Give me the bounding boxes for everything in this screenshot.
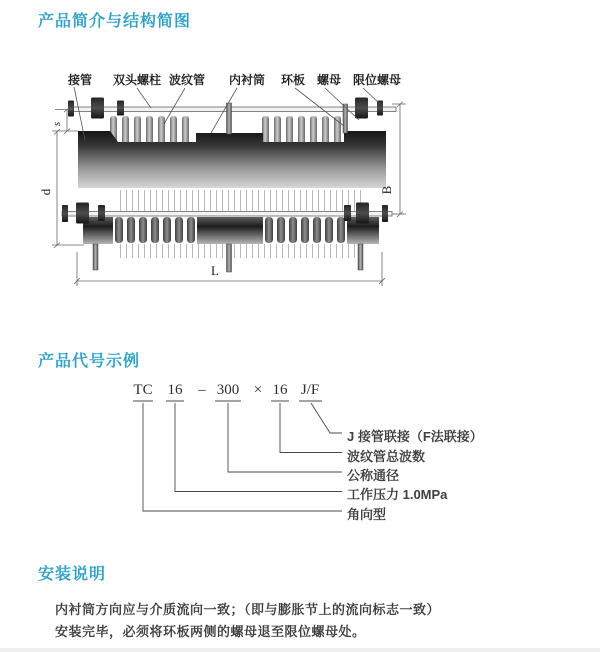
dim-B: B — [379, 185, 394, 195]
part-label-stud-bolt: 双头螺柱 — [112, 73, 162, 87]
dim-L: L — [211, 263, 219, 278]
tie-rod-lower — [62, 212, 392, 217]
code-token-pressure: 16 — [167, 382, 183, 398]
part-label-connection-pipe: 接管 — [67, 73, 93, 87]
section-heading-code: 产品代号示例 — [38, 353, 141, 370]
page-bottom-edge — [0, 648, 600, 652]
annotation-connection-type: J 接管联接（F法联接） — [347, 429, 483, 444]
annotation-angular-type: 角向型 — [347, 507, 387, 522]
code-token-dash: – — [198, 382, 206, 398]
annotation-nominal-diameter: 公称通径 — [347, 468, 400, 483]
part-label-liner-tube: 内衬筒 — [228, 73, 266, 87]
part-label-nut: 螺母 — [316, 73, 342, 87]
part-labels — [67, 72, 401, 87]
lower-assembly — [62, 203, 392, 273]
code-connector-lines — [143, 403, 342, 511]
dim-s: s — [51, 121, 63, 127]
annotation-working-pressure: 工作压力 1.0MPa — [347, 487, 448, 502]
install-note-line-2: 安装完毕，必须将环板两侧的螺母退至限位螺母处。 — [55, 624, 366, 639]
annotation-wave-count: 波纹管总波数 — [347, 449, 426, 464]
code-token-times: × — [253, 382, 263, 398]
code-token-connection: J/F — [300, 382, 320, 398]
upper-assembly — [68, 98, 396, 189]
part-label-limit-nut: 限位螺母 — [352, 73, 402, 87]
code-token-waves: 16 — [272, 382, 288, 398]
section-heading-intro: 产品简介与结构简图 — [38, 13, 192, 30]
code-token-type: TC — [133, 382, 153, 398]
dim-d: d — [38, 188, 53, 196]
part-label-bellows: 波纹管 — [168, 73, 206, 87]
section-heading-install: 安装说明 — [38, 566, 107, 583]
dimension-B — [392, 102, 406, 218]
code-token-diameter: 300 — [216, 382, 240, 398]
part-label-ring-plate: 环板 — [280, 73, 306, 87]
install-note-line-1: 内衬筒方向应与介质流向一致；（即与膨胀节上的流向标志一致） — [55, 602, 441, 617]
